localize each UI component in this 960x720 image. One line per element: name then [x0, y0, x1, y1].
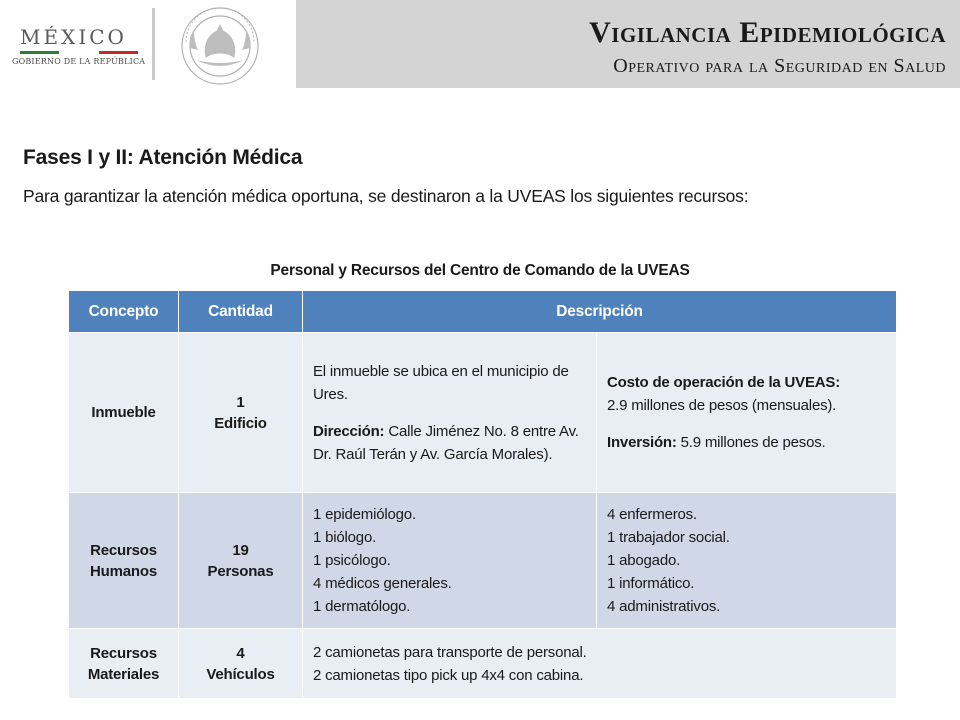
logo-mexico-text: MÉXICO: [20, 25, 127, 49]
cost-value: 2.9 millones de pesos (mensuales).: [607, 397, 837, 414]
list-item: 1 trabajador social.: [607, 529, 730, 546]
qty-unit: Personas: [207, 562, 274, 580]
cost-label: Costo de operación de la UVEAS:: [607, 374, 841, 391]
list-item: 1 informático.: [607, 575, 695, 592]
qty-number: 4: [236, 644, 245, 662]
concept-label: Recursos Humanos: [90, 541, 157, 580]
section-title: Fases I y II: Atención Médica: [23, 146, 303, 169]
cell-quantity: [179, 629, 303, 699]
cell-description-right: [597, 493, 897, 629]
logo-flag-bar: [20, 51, 138, 54]
intro-text: Para garantizar la atención médica oportuna, se destinaron a la UVEAS los siguientes recursos:: [23, 186, 749, 206]
cell-quantity: [179, 333, 303, 493]
table-row: [69, 493, 897, 629]
header-descripcion: Descripción: [303, 291, 897, 333]
cell-concept: [69, 333, 179, 493]
address-label: Dirección:: [313, 422, 385, 440]
list-item: 1 biólogo.: [313, 529, 377, 546]
investment: [607, 431, 886, 454]
concept-label: Inmueble: [91, 404, 156, 421]
table-caption: Personal y Recursos del Centro de Comando de la UVEAS: [270, 262, 690, 279]
qty-unit: Vehículos: [206, 665, 275, 683]
page-title: Vigilancia Epidemiológica: [589, 16, 946, 49]
table-header-row: [69, 291, 897, 333]
list-item: 1 abogado.: [607, 552, 681, 569]
cell-description-right: [597, 333, 897, 493]
table-row: [69, 629, 897, 699]
list-item: 1 epidemiólogo.: [313, 506, 416, 523]
slide-header: [0, 0, 960, 88]
page-subtitle: Operativo para la Seguridad en Salud: [613, 55, 946, 77]
cell-description: [303, 629, 897, 699]
mexico-government-logo: [12, 25, 146, 70]
logo-subtext: GOBIERNO DE LA REPÚBLICA: [12, 57, 146, 66]
list-item: 4 enfermeros.: [607, 506, 697, 523]
cell-description-left: [303, 493, 597, 629]
list-item: 1 dermatólogo.: [313, 598, 411, 615]
national-seal-icon: [166, 2, 274, 86]
list-item: 2 camionetas para transporte de personal.: [313, 643, 587, 661]
list-item: 2 camionetas tipo pick up 4x4 con cabina.: [313, 666, 584, 684]
header-cantidad: Cantidad: [179, 291, 303, 333]
qty-number: 1: [236, 393, 245, 411]
cell-quantity: [179, 493, 303, 629]
logo-divider: [152, 8, 155, 80]
cell-concept: [69, 629, 179, 699]
concept-label: Recursos Materiales: [87, 644, 160, 683]
header-concepto: Concepto: [69, 291, 179, 333]
investment-label: Inversión:: [607, 434, 677, 451]
qty-unit: Edificio: [214, 414, 267, 432]
header-title-area: [296, 0, 960, 88]
desc-address: [313, 420, 586, 466]
header-logo-area: [0, 0, 296, 88]
list-item: 1 psicólogo.: [313, 552, 391, 569]
investment-value: 5.9 millones de pesos.: [680, 434, 826, 451]
desc-text: El inmueble se ubica en el municipio de Ures.: [313, 362, 569, 403]
cell-concept: [69, 493, 179, 629]
list-item: 4 administrativos.: [607, 598, 721, 615]
table-row: [69, 333, 897, 493]
qty-number: 19: [232, 541, 249, 559]
cell-description-left: [303, 333, 597, 493]
list-item: 4 médicos generales.: [313, 575, 452, 592]
resources-table: [68, 290, 897, 699]
address-value: Calle Jiménez No. 8 entre Av. Dr. Raúl Terán y Av. García Morales).: [313, 422, 579, 463]
